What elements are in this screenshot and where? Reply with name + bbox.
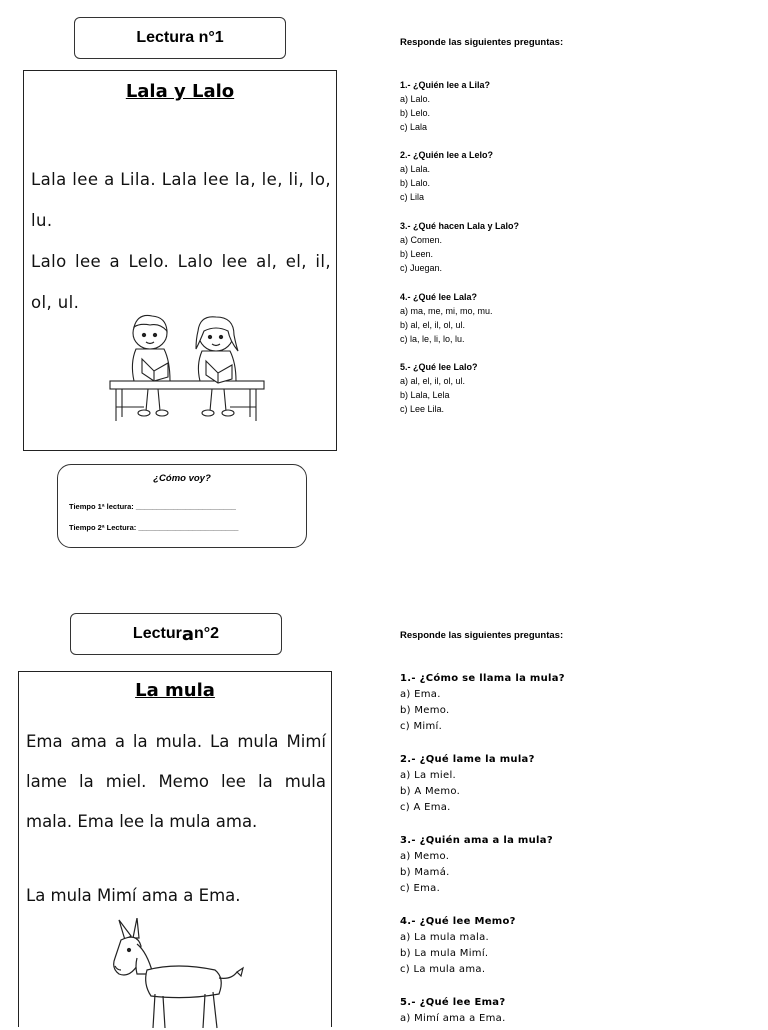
- question-text: 1.- ¿Quién lee a Lila?: [400, 80, 491, 90]
- lesson2-header-text-rest: n°2: [193, 625, 220, 642]
- lesson1-questions-header: Responde las siguientes preguntas:: [400, 37, 564, 48]
- option: c) la, le, li, lo, lu.: [400, 334, 465, 344]
- lesson1-story-box: [23, 70, 337, 451]
- lesson1-story-title: Lala y Lalo: [125, 81, 235, 102]
- lesson1-paragraph-2: Lalo lee a Lelo. Lalo lee al, el, il, ol, ul.: [31, 252, 331, 312]
- progress-title: ¿Cómo voy?: [153, 473, 211, 484]
- option: a) Lalo.: [400, 94, 431, 104]
- option: c) Ema.: [400, 883, 441, 894]
- question-text: 4.- ¿Qué lee Lala?: [400, 292, 478, 302]
- option: b) al, el, il, ol, ul.: [400, 320, 466, 330]
- option: b) Leen.: [400, 249, 434, 259]
- lesson1-story-text: [31, 159, 331, 323]
- lesson2-question-2: [400, 752, 535, 816]
- question-text: 5.- ¿Qué lee Lalo?: [400, 362, 478, 372]
- option: a) ma, me, mi, mo, mu.: [400, 306, 493, 316]
- option: c) Lila: [400, 192, 425, 202]
- question-text: 2.- ¿Qué lame la mula?: [400, 754, 535, 765]
- option: b) Memo.: [400, 705, 450, 716]
- option: b) Lelo.: [400, 108, 431, 118]
- lesson2-story-text: [26, 722, 326, 916]
- lesson1-question-3: [400, 219, 519, 275]
- option: a) La mula mala.: [400, 932, 490, 943]
- option: a) al, el, il, ol, ul.: [400, 376, 466, 386]
- lesson1-question-1: [400, 78, 490, 134]
- question-text: 4.- ¿Qué lee Memo?: [400, 916, 516, 927]
- lesson1-header: [74, 17, 286, 59]
- option: b) Mamá.: [400, 867, 450, 878]
- option: a) Comen.: [400, 235, 443, 245]
- lesson2-question-3: [400, 833, 553, 897]
- lesson2-question-5: [400, 995, 506, 1027]
- lesson2-story-box: [18, 671, 332, 1027]
- option: c) Mimí.: [400, 721, 443, 732]
- lesson2-header-text-a: a: [181, 623, 194, 645]
- lesson2-header: [70, 613, 282, 655]
- lesson2-questions-header: Responde las siguientes preguntas:: [400, 630, 564, 641]
- lesson2-paragraph-1: Ema ama a la mula. La mula Mimí lame la miel. Memo lee la mula mala. Ema lee la mula ama.: [26, 732, 326, 831]
- progress-time-first: Tiempo 1ª lectura: ________________________: [69, 502, 236, 511]
- option: a) Mimí ama a Ema.: [400, 1013, 506, 1024]
- question-text: 2.- ¿Quién lee a Lelo?: [400, 150, 494, 160]
- option: c) La mula ama.: [400, 964, 486, 975]
- lesson2-header-text-main: Lectur: [132, 625, 182, 642]
- lesson1-paragraph-1: Lala lee a Lila. Lala lee la, le, li, lo, lu.: [31, 170, 331, 230]
- progress-time-second: Tiempo 2ª Lectura: ________________________: [69, 523, 239, 532]
- option: a) La miel.: [400, 770, 457, 781]
- option: a) Ema.: [400, 689, 441, 700]
- option: b) La mula Mimí.: [400, 948, 489, 959]
- progress-box: [57, 464, 307, 548]
- lesson2-story-title: La mula: [135, 680, 215, 701]
- question-text: 1.- ¿Cómo se llama la mula?: [400, 673, 565, 684]
- option: c) Lala: [400, 122, 428, 132]
- question-text: 5.- ¿Qué lee Ema?: [400, 997, 506, 1008]
- lesson2-paragraph-2: La mula Mimí ama a Ema.: [26, 886, 241, 905]
- option: a) Lala.: [400, 164, 431, 174]
- question-text: 3.- ¿Qué hacen Lala y Lalo?: [400, 221, 520, 231]
- option: a) Memo.: [400, 851, 450, 862]
- lesson1-question-5: [400, 360, 478, 416]
- lesson1-question-4: [400, 290, 493, 346]
- option: b) A Memo.: [400, 786, 461, 797]
- option: c) Juegan.: [400, 263, 443, 273]
- lesson2-question-4: [400, 914, 516, 978]
- lesson1-header-text: Lectura n°1: [136, 29, 224, 46]
- lesson2-question-1: [400, 671, 565, 735]
- option: b) Lala, Lela: [400, 390, 450, 400]
- option: c) A Ema.: [400, 802, 451, 813]
- option: c) Lee Lila.: [400, 404, 445, 414]
- question-text: 3.- ¿Quién ama a la mula?: [400, 835, 553, 846]
- donkey-illustration: [107, 918, 247, 1030]
- lesson1-question-2: [400, 148, 493, 204]
- children-reading-illustration: [108, 311, 268, 423]
- option: b) Lalo.: [400, 178, 431, 188]
